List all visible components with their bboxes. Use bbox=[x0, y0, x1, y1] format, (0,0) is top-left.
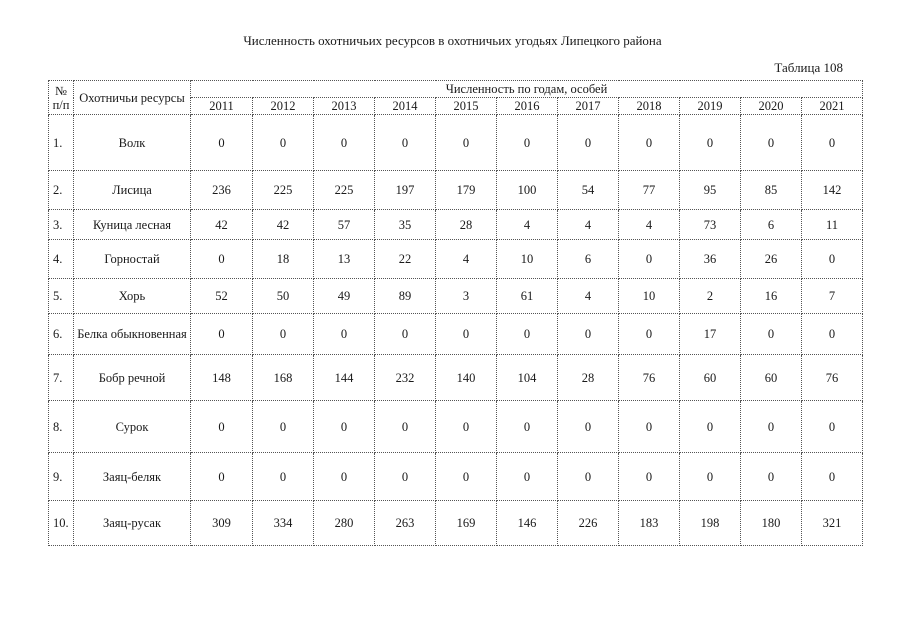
count-cell: 0 bbox=[436, 314, 497, 355]
count-cell: 0 bbox=[314, 314, 375, 355]
count-cell: 0 bbox=[375, 401, 436, 453]
row-number: 4. bbox=[49, 240, 74, 279]
count-cell: 0 bbox=[802, 115, 863, 171]
count-cell: 0 bbox=[558, 115, 619, 171]
count-cell: 85 bbox=[741, 171, 802, 210]
count-cell: 26 bbox=[741, 240, 802, 279]
count-cell: 2 bbox=[680, 279, 741, 314]
count-cell: 0 bbox=[314, 401, 375, 453]
count-cell: 0 bbox=[558, 401, 619, 453]
count-cell: 0 bbox=[191, 453, 253, 501]
count-cell: 169 bbox=[436, 501, 497, 546]
count-cell: 144 bbox=[314, 355, 375, 401]
header-years-group: Численность по годам, особей bbox=[191, 81, 863, 98]
count-cell: 0 bbox=[619, 115, 680, 171]
resource-name: Сурок bbox=[74, 401, 191, 453]
count-cell: 35 bbox=[375, 210, 436, 240]
count-cell: 180 bbox=[741, 501, 802, 546]
resource-name: Волк bbox=[74, 115, 191, 171]
count-cell: 0 bbox=[375, 115, 436, 171]
table-row bbox=[49, 279, 863, 314]
count-cell: 140 bbox=[436, 355, 497, 401]
resource-name: Хорь bbox=[74, 279, 191, 314]
count-cell: 4 bbox=[558, 279, 619, 314]
count-cell: 0 bbox=[802, 401, 863, 453]
count-cell: 4 bbox=[436, 240, 497, 279]
header-year: 2011 bbox=[191, 98, 253, 115]
resource-name: Заяц-беляк bbox=[74, 453, 191, 501]
header-year: 2021 bbox=[802, 98, 863, 115]
header-year: 2020 bbox=[741, 98, 802, 115]
table-row bbox=[49, 355, 863, 401]
count-cell: 0 bbox=[314, 453, 375, 501]
table-row bbox=[49, 115, 863, 171]
count-cell: 100 bbox=[497, 171, 558, 210]
count-cell: 7 bbox=[802, 279, 863, 314]
count-cell: 0 bbox=[497, 401, 558, 453]
count-cell: 36 bbox=[680, 240, 741, 279]
resource-name: Горностай bbox=[74, 240, 191, 279]
count-cell: 263 bbox=[375, 501, 436, 546]
count-cell: 76 bbox=[619, 355, 680, 401]
count-cell: 0 bbox=[802, 240, 863, 279]
count-cell: 0 bbox=[680, 453, 741, 501]
row-number: 2. bbox=[49, 171, 74, 210]
count-cell: 50 bbox=[253, 279, 314, 314]
table-row bbox=[49, 210, 863, 240]
count-cell: 0 bbox=[802, 314, 863, 355]
count-cell: 225 bbox=[314, 171, 375, 210]
header-year: 2019 bbox=[680, 98, 741, 115]
count-cell: 0 bbox=[253, 453, 314, 501]
count-cell: 42 bbox=[191, 210, 253, 240]
count-cell: 0 bbox=[741, 401, 802, 453]
count-cell: 0 bbox=[619, 240, 680, 279]
count-cell: 0 bbox=[191, 240, 253, 279]
resource-name: Лисица bbox=[74, 171, 191, 210]
count-cell: 0 bbox=[314, 115, 375, 171]
count-cell: 89 bbox=[375, 279, 436, 314]
count-cell: 179 bbox=[436, 171, 497, 210]
count-cell: 60 bbox=[680, 355, 741, 401]
table-row bbox=[49, 314, 863, 355]
count-cell: 0 bbox=[802, 453, 863, 501]
count-cell: 73 bbox=[680, 210, 741, 240]
count-cell: 0 bbox=[253, 115, 314, 171]
table-row bbox=[49, 171, 863, 210]
table-row bbox=[49, 240, 863, 279]
count-cell: 22 bbox=[375, 240, 436, 279]
count-cell: 10 bbox=[497, 240, 558, 279]
count-cell: 0 bbox=[191, 401, 253, 453]
count-cell: 0 bbox=[558, 314, 619, 355]
count-cell: 0 bbox=[558, 453, 619, 501]
document-title: Численность охотничьих ресурсов в охотничьих угодьях Липецкого района bbox=[243, 33, 662, 48]
count-cell: 54 bbox=[558, 171, 619, 210]
count-cell: 226 bbox=[558, 501, 619, 546]
count-cell: 0 bbox=[253, 401, 314, 453]
count-cell: 77 bbox=[619, 171, 680, 210]
count-cell: 197 bbox=[375, 171, 436, 210]
count-cell: 280 bbox=[314, 501, 375, 546]
count-cell: 42 bbox=[253, 210, 314, 240]
row-number: 1. bbox=[49, 115, 74, 171]
count-cell: 57 bbox=[314, 210, 375, 240]
count-cell: 148 bbox=[191, 355, 253, 401]
count-cell: 0 bbox=[619, 453, 680, 501]
header-year: 2014 bbox=[375, 98, 436, 115]
population-table bbox=[48, 80, 863, 546]
count-cell: 16 bbox=[741, 279, 802, 314]
count-cell: 76 bbox=[802, 355, 863, 401]
count-cell: 17 bbox=[680, 314, 741, 355]
count-cell: 0 bbox=[497, 453, 558, 501]
row-number: 7. bbox=[49, 355, 74, 401]
row-number: 5. bbox=[49, 279, 74, 314]
count-cell: 198 bbox=[680, 501, 741, 546]
count-cell: 0 bbox=[191, 314, 253, 355]
count-cell: 28 bbox=[436, 210, 497, 240]
count-cell: 334 bbox=[253, 501, 314, 546]
header-num: № п/п bbox=[49, 81, 74, 115]
count-cell: 61 bbox=[497, 279, 558, 314]
count-cell: 10 bbox=[619, 279, 680, 314]
count-cell: 0 bbox=[375, 314, 436, 355]
count-cell: 11 bbox=[802, 210, 863, 240]
header-year: 2015 bbox=[436, 98, 497, 115]
table-row bbox=[49, 453, 863, 501]
count-cell: 0 bbox=[436, 115, 497, 171]
count-cell: 225 bbox=[253, 171, 314, 210]
count-cell: 104 bbox=[497, 355, 558, 401]
count-cell: 13 bbox=[314, 240, 375, 279]
count-cell: 0 bbox=[497, 115, 558, 171]
header-year: 2017 bbox=[558, 98, 619, 115]
count-cell: 3 bbox=[436, 279, 497, 314]
row-number: 10. bbox=[49, 501, 74, 546]
header-year: 2012 bbox=[253, 98, 314, 115]
count-cell: 6 bbox=[741, 210, 802, 240]
count-cell: 236 bbox=[191, 171, 253, 210]
count-cell: 0 bbox=[741, 453, 802, 501]
table-number: Таблица 108 bbox=[774, 60, 843, 75]
resource-name: Куница лесная bbox=[74, 210, 191, 240]
count-cell: 4 bbox=[619, 210, 680, 240]
count-cell: 0 bbox=[191, 115, 253, 171]
resource-name: Заяц-русак bbox=[74, 501, 191, 546]
count-cell: 60 bbox=[741, 355, 802, 401]
row-number: 6. bbox=[49, 314, 74, 355]
count-cell: 0 bbox=[741, 115, 802, 171]
row-number: 8. bbox=[49, 401, 74, 453]
row-number: 9. bbox=[49, 453, 74, 501]
count-cell: 146 bbox=[497, 501, 558, 546]
header-year: 2016 bbox=[497, 98, 558, 115]
header-year: 2018 bbox=[619, 98, 680, 115]
count-cell: 0 bbox=[619, 401, 680, 453]
count-cell: 0 bbox=[619, 314, 680, 355]
count-cell: 0 bbox=[680, 401, 741, 453]
count-cell: 18 bbox=[253, 240, 314, 279]
count-cell: 142 bbox=[802, 171, 863, 210]
table-row bbox=[49, 501, 863, 546]
count-cell: 4 bbox=[558, 210, 619, 240]
header-year: 2013 bbox=[314, 98, 375, 115]
header-resource: Охотничьи ресурсы bbox=[74, 81, 191, 115]
count-cell: 49 bbox=[314, 279, 375, 314]
count-cell: 309 bbox=[191, 501, 253, 546]
count-cell: 232 bbox=[375, 355, 436, 401]
count-cell: 0 bbox=[436, 401, 497, 453]
count-cell: 0 bbox=[375, 453, 436, 501]
count-cell: 0 bbox=[253, 314, 314, 355]
count-cell: 52 bbox=[191, 279, 253, 314]
count-cell: 28 bbox=[558, 355, 619, 401]
count-cell: 168 bbox=[253, 355, 314, 401]
count-cell: 0 bbox=[680, 115, 741, 171]
count-cell: 0 bbox=[436, 453, 497, 501]
resource-name: Белка обыкновенная bbox=[74, 314, 191, 355]
count-cell: 4 bbox=[497, 210, 558, 240]
count-cell: 6 bbox=[558, 240, 619, 279]
count-cell: 183 bbox=[619, 501, 680, 546]
count-cell: 0 bbox=[497, 314, 558, 355]
row-number: 3. bbox=[49, 210, 74, 240]
count-cell: 321 bbox=[802, 501, 863, 546]
table-row bbox=[49, 401, 863, 453]
count-cell: 95 bbox=[680, 171, 741, 210]
resource-name: Бобр речной bbox=[74, 355, 191, 401]
count-cell: 0 bbox=[741, 314, 802, 355]
